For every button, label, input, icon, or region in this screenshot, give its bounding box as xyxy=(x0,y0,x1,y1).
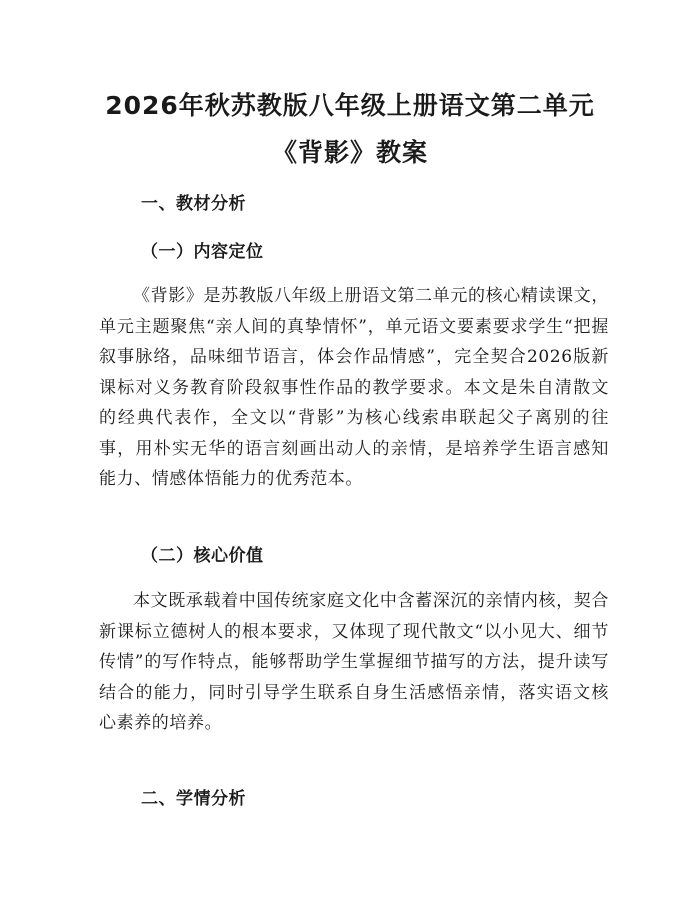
paragraph-content-positioning: 《背影》是苏教版八年级上册语文第二单元的核心精读课文，单元主题聚焦“亲人间的真挚情怀”，单元语文要素要求学生“把握叙事脉络，品味细节语言，体会作品情感”，完全契合2026版新课标对义务教育阶段叙事性作品的教学要求。本文是朱自清散文的经典代表作，全文以“背影”为核心线索串联起父子离别的往事，用朴实无华的语言刻画出动人的亲情，是培养学生语言感知能力、情感体悟能力的优秀范本。 xyxy=(99,286,609,489)
document-title-line-1: 2026年秋苏教版八年级上册语文第二单元 xyxy=(105,91,595,120)
paragraph-core-value: 本文既承载着中国传统家庭文化中含蓄深沉的亲情内核，契合新课标立德树人的根本要求，又体现了现代散文“以小见大、细节传情”的写作特点，能够帮助学生掌握细节描写的方法，提升读写结合的能力，同时引导学生联系自身生活感悟亲情，落实语文核心素养的培养。 xyxy=(99,591,609,733)
subsection-heading-core-value: （二）核心价值 xyxy=(141,546,264,566)
subsection-heading-content-positioning: （一）内容定位 xyxy=(141,242,264,262)
document-title-line-2: 《背影》教案 xyxy=(271,138,428,167)
section-heading-learner-analysis: 二、学情分析 xyxy=(141,789,246,809)
section-heading-textbook-analysis: 一、教材分析 xyxy=(141,194,246,214)
